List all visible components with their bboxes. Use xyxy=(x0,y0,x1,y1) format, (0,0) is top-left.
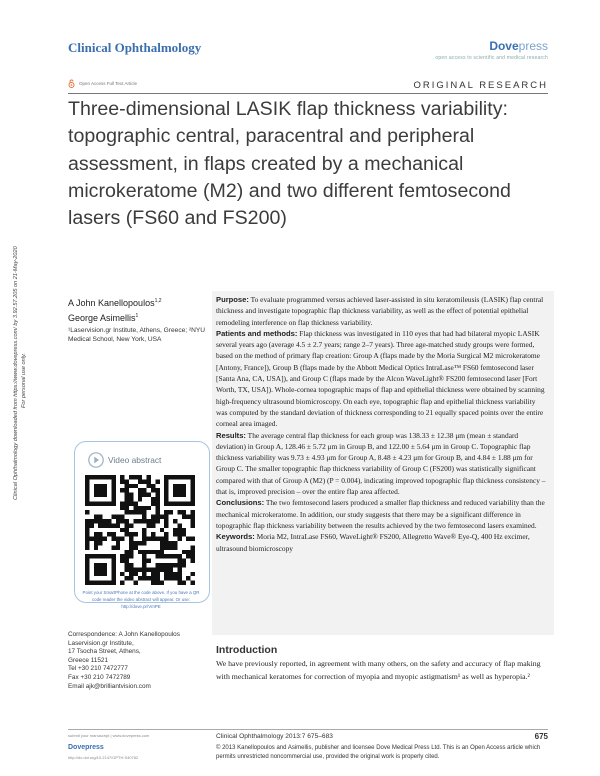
qr-code[interactable] xyxy=(85,475,195,585)
introduction-heading: Introduction xyxy=(216,644,278,656)
abstract-methods xyxy=(216,328,548,430)
publisher-suffix: press xyxy=(518,39,548,53)
download-notice-line1: Clinical Ophthalmology downloaded from https://www.dovepress.com/ by 3.92.57.205 on 21-May-2020 xyxy=(13,246,19,500)
abstract xyxy=(216,294,548,554)
page-number: 675 xyxy=(534,732,548,741)
footer-rule xyxy=(68,729,548,730)
correspondence-line: Tel +30 210 7472777 xyxy=(68,665,128,673)
methods-text: Flap thickness was investigated in 110 eyes that had had bilateral myopic LASIK several years ago (average 4.5 ± 2.7 years; range 2–7 years). Three age-matched study groups were formed, based on the method of primary flap creation: Group A (flaps made by the Moria Surgical M2 microkeratome [Antony, France]), Group B (flaps made by the Abbott Medical Optics IntraLase™ FS60 femtosecond laser [Santa Ana, CA, USA]), and Group C (flaps made by the Alcon WaveLight® FS200 femtosecond laser [Fort Worth, TX, USA]). Whole-cornea topographic maps of flap and epithelial thickness were obtained by scanning high-frequency ultrasound biomicroscopy. On each eye, topographic flap and epithelial thickness variability was computed by the standard deviation of thickness corresponding to 21 equally spaced points over the entire corneal area imaged. xyxy=(216,328,545,429)
download-notice xyxy=(8,160,30,510)
publisher-tagline: open access to scientific and medical research xyxy=(435,55,548,61)
keywords-label: Keywords: xyxy=(216,532,255,542)
footer-dove-logo: Dovepress xyxy=(68,744,104,751)
download-notice-line2: For personal use only. xyxy=(21,353,27,408)
author-2-sup: 1 xyxy=(135,313,139,319)
author-1-sup: 1,2 xyxy=(154,298,162,304)
purpose-text: To evaluate programmed versus achieved laser-assisted in situ keratomileusis (LASIK) flap central thickness and investigate topographic flap thickness variability, as well as the effect of potential epithelial remodeling interference on flap thickness variability. xyxy=(216,295,544,327)
purpose-label: Purpose: xyxy=(216,295,249,304)
correspondence-line: 17 Tsocha Street, Athens, xyxy=(68,648,141,656)
conclusions-text: The two femtosecond lasers produced a smaller flap thickness and reduced variability than the mechanical microkeratome. In addition, our study suggests that there may be a significant difference in topographic flap thickness variability between the results achieved by the two femtosecond lasers examined. xyxy=(216,498,545,530)
introduction-body: We have previously reported, in agreement with many others, on the safety and accuracy of flap making with mechanical keratomes for correction of myopia and myopic astigmatism¹ as well as hyperopia.² xyxy=(216,659,541,681)
affiliations: ¹Laservision.gr Institute, Athens, Greece; ²NYU Medical School, New York, USA xyxy=(68,327,206,343)
correspondence-line: Correspondence: A John Kanellopoulos xyxy=(68,631,180,638)
correspondence-line: Greece 11521 xyxy=(68,656,109,664)
abstract-keywords xyxy=(216,531,548,554)
footer-citation: Clinical Ophthalmology 2013:7 675–683 xyxy=(216,733,333,740)
publisher-logo xyxy=(489,39,548,53)
open-access-label: Open Access Full Text Article xyxy=(79,81,137,86)
header-rule xyxy=(68,93,548,94)
video-abstract-header[interactable] xyxy=(88,452,161,468)
correspondence-email[interactable]: Email ajk@brilliantvision.com xyxy=(68,682,151,690)
doi-link[interactable]: http://dx.doi.org/10.2147/OPTH.S40762 xyxy=(68,755,139,760)
correspondence xyxy=(68,631,218,691)
submit-link[interactable]: submit your manuscript | www.dovepress.com xyxy=(68,733,150,738)
methods-label: Patients and methods: xyxy=(216,328,298,338)
abstract-purpose xyxy=(216,294,548,328)
article-title: Three-dimensional LASIK flap thickness variability: topographic central, paracentral and peripheral assessment, in flaps created by a mechanical microkeratome (M2) and two different femtosecond lasers (FS60 and FS200) xyxy=(68,98,511,230)
correspondence-line: Laservision.gr Institute, xyxy=(68,639,134,647)
video-help-text: Point your SmartPhone at the code above. If you have a QR code reader the video abstract will appear. Or use: http://dove.pr/VmPE xyxy=(82,590,200,609)
section-label: ORIGINAL RESEARCH xyxy=(413,80,548,91)
journal-name: Clinical Ophthalmology xyxy=(68,40,202,55)
author-1: A John Kanellopoulos xyxy=(68,298,155,308)
author-2: George Asimellis xyxy=(68,313,136,323)
abstract-results xyxy=(216,430,548,498)
open-access-lock-icon xyxy=(68,79,75,88)
correspondence-line: Fax +30 210 7472789 xyxy=(68,673,131,681)
open-access-badge xyxy=(68,79,137,88)
abstract-conclusions xyxy=(216,497,548,531)
conclusions-label: Conclusions: xyxy=(216,498,265,508)
video-abstract-label: Video abstract xyxy=(108,455,162,465)
publisher-main: Dove xyxy=(489,39,519,53)
copyright-notice: © 2013 Kanellopoulos and Asimellis, publisher and licensee Dove Medical Press Ltd. This is an Open Access article which permits unrestricted noncommercial use, provided the original work is properly cited. xyxy=(216,745,541,760)
results-text: The average central flap thickness for each group was 138.33 ± 12.38 μm (mean ± standard deviation) in Group A, 128.46 ± 5.72 μm in Group B, and 122.00 ± 5.64 μm in Group C. Topographic flap thickness variability was 9.73 ± 4.93 μm for Group A, 8.48 ± 4.23 μm for Group B, and 4.84 ± 1.88 μm for Group C. The smaller topographic flap thickness variability of Group C (FS200) was statistically significant compared with that of Group A (M2) (P = 0.004), indicating improved topographic flap thickness consistency – that is, improved precision – over the entire flap area affected. xyxy=(216,430,546,497)
play-icon xyxy=(88,452,104,468)
keywords-text: Moria M2, IntraLase FS60, WaveLight® FS200, Allegretto Wave® Eye-Q, 400 Hz excimer, ultrasound biomicroscopy xyxy=(216,532,530,553)
results-label: Results: xyxy=(216,430,246,440)
author-list xyxy=(68,295,162,325)
